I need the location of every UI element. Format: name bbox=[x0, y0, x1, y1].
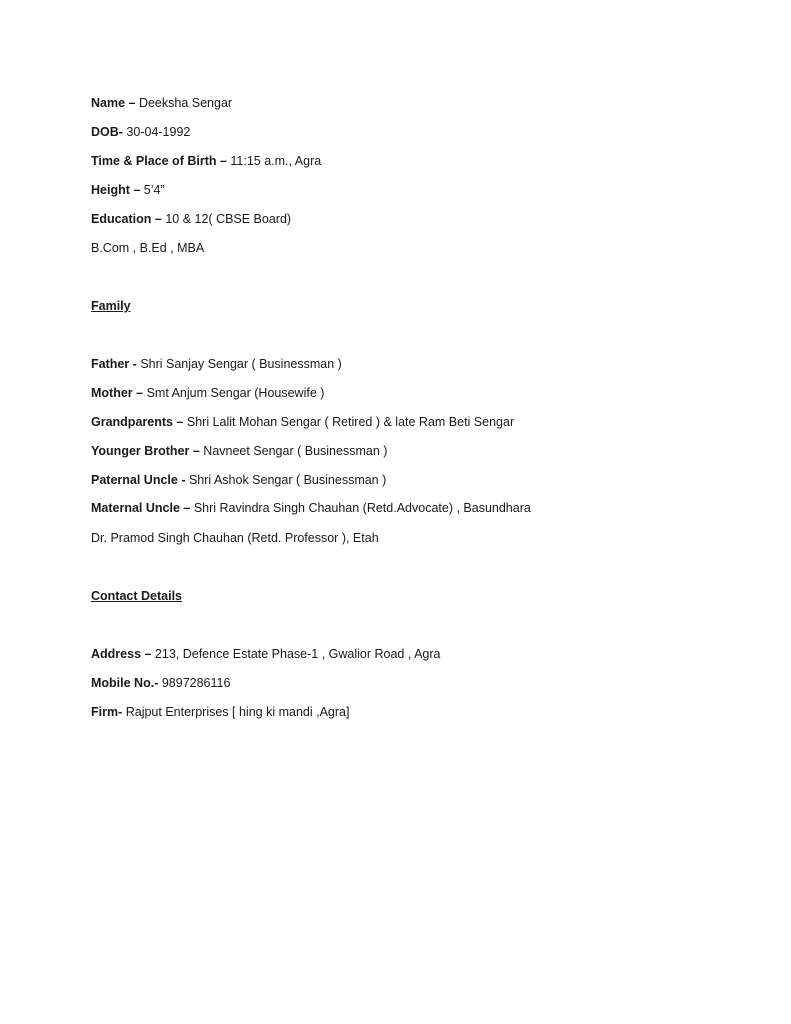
contact-heading: Contact Details bbox=[91, 589, 182, 603]
height-line bbox=[91, 182, 165, 198]
education-line bbox=[91, 211, 291, 227]
education-more-line bbox=[91, 240, 204, 256]
mobile-line bbox=[91, 675, 230, 691]
name-value: Deeksha Sengar bbox=[135, 96, 233, 110]
mobile-label: Mobile No.- bbox=[91, 676, 159, 690]
birth-value: 11:15 a.m., Agra bbox=[226, 154, 322, 168]
firm-value: Rajput Enterprises [ hing ki mandi ,Agra] bbox=[122, 705, 350, 719]
maternal-uncle-value: Shri Ravindra Singh Chauhan (Retd.Advocate) , Basundhara bbox=[190, 501, 531, 515]
birth-label: Time & Place of Birth – bbox=[91, 154, 227, 168]
mother-label: Mother – bbox=[91, 386, 144, 400]
maternal-more-line bbox=[91, 530, 379, 546]
father-line bbox=[91, 356, 342, 372]
name-label: Name – bbox=[91, 96, 136, 110]
height-value: 5’4” bbox=[140, 183, 165, 197]
brother-label: Younger Brother – bbox=[91, 444, 200, 458]
education-label: Education – bbox=[91, 212, 162, 226]
firm-line bbox=[91, 704, 349, 720]
address-line bbox=[91, 646, 441, 662]
brother-value: Navneet Sengar ( Businessman ) bbox=[199, 444, 388, 458]
family-heading: Family bbox=[91, 299, 131, 313]
paternal-uncle-line bbox=[91, 472, 386, 488]
father-label: Father - bbox=[91, 357, 137, 371]
mobile-value: 9897286116 bbox=[158, 676, 231, 690]
name-line bbox=[91, 95, 232, 111]
education-more: B.Com , B.Ed , MBA bbox=[91, 241, 205, 255]
paternal-uncle-value: Shri Ashok Sengar ( Businessman ) bbox=[185, 473, 387, 487]
paternal-uncle-label: Paternal Uncle - bbox=[91, 473, 186, 487]
dob-line bbox=[91, 124, 190, 140]
father-value: Shri Sanjay Sengar ( Businessman ) bbox=[136, 357, 342, 371]
maternal-more: Dr. Pramod Singh Chauhan (Retd. Professor ), Etah bbox=[91, 531, 379, 545]
address-label: Address – bbox=[91, 647, 152, 661]
education-value: 10 & 12( CBSE Board) bbox=[161, 212, 292, 226]
brother-line bbox=[91, 443, 387, 459]
dob-label: DOB- bbox=[91, 125, 123, 139]
maternal-uncle-label: Maternal Uncle – bbox=[91, 501, 191, 515]
dob-value: 30-04-1992 bbox=[122, 125, 191, 139]
grandparents-line bbox=[91, 414, 514, 430]
mother-line bbox=[91, 385, 324, 401]
height-label: Height – bbox=[91, 183, 141, 197]
grandparents-label: Grandparents – bbox=[91, 415, 184, 429]
mother-value: Smt Anjum Sengar (Housewife ) bbox=[143, 386, 325, 400]
address-value: 213, Defence Estate Phase-1 , Gwalior Road , Agra bbox=[151, 647, 441, 661]
grandparents-value: Shri Lalit Mohan Sengar ( Retired ) & late Ram Beti Sengar bbox=[183, 415, 515, 429]
birth-line bbox=[91, 153, 321, 169]
firm-label: Firm- bbox=[91, 705, 123, 719]
maternal-uncle-line bbox=[91, 500, 531, 516]
